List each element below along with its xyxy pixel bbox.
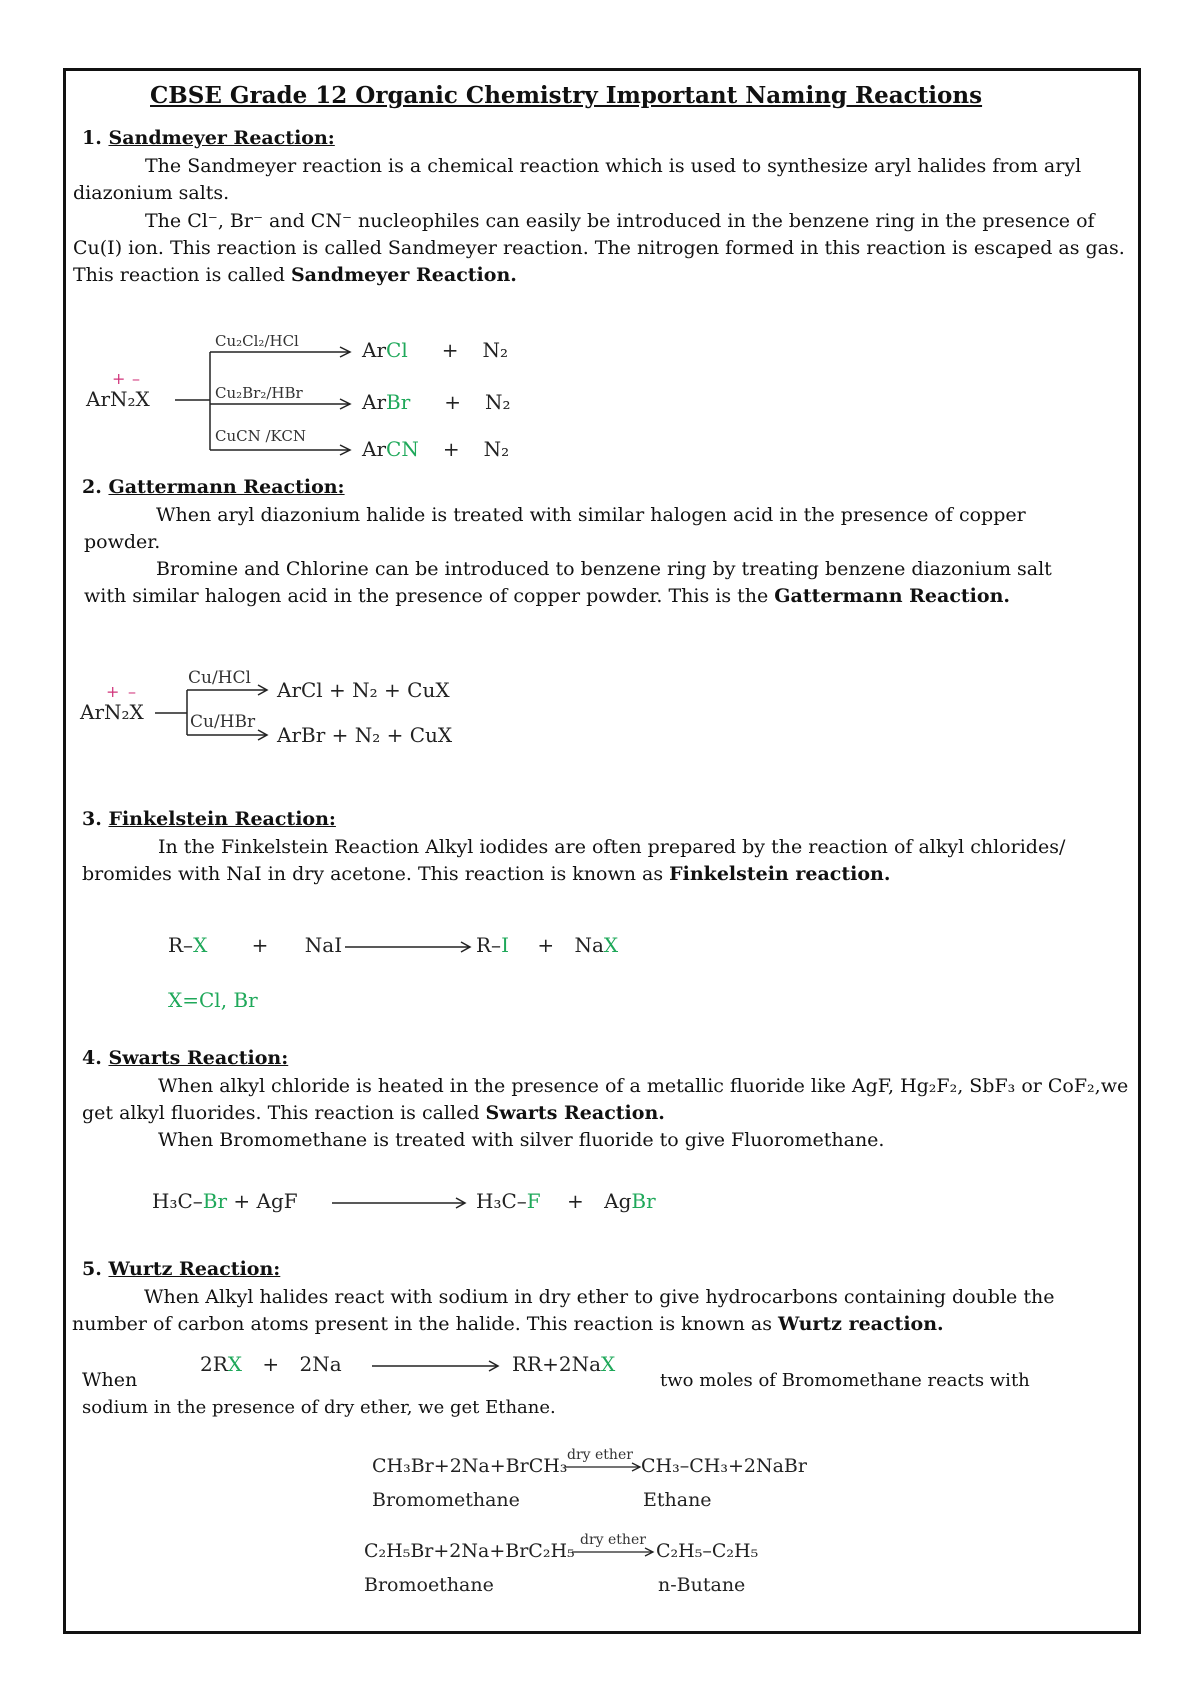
gattermann-product-2: ArBr + N₂ + CuX	[277, 723, 453, 747]
para-text: Bromine and Chlorine can be introduced to benzene ring by treating benzene diazonium salt with similar halogen acid in the presence of copper powder. This is the	[84, 558, 1052, 607]
eq-part: X	[227, 1352, 243, 1376]
eq-part: Br	[202, 1189, 228, 1213]
eq-part: RR+2Na	[512, 1352, 602, 1376]
page-title: CBSE Grade 12 Organic Chemistry Important Naming Reactions	[150, 82, 983, 109]
gattermann-para-1: When aryl diazonium halide is treated with similar halogen acid in the presence of copper powder.	[84, 504, 1026, 553]
wurtz-example-2-product-name: n-Butane	[658, 1574, 746, 1596]
para-bold-text: Finkelstein reaction.	[669, 863, 891, 885]
eq-part: R–	[476, 933, 502, 957]
plus-sign: +	[567, 1189, 584, 1213]
eq-part: Ag	[604, 1189, 632, 1213]
para-bold-text: Gattermann Reaction.	[774, 585, 1010, 607]
eq-part: X	[601, 1352, 616, 1376]
wurtz-example-2-condition: dry ether	[580, 1532, 646, 1548]
wurtz-example-1-reactants: CH₃Br+2Na+BrCH₃	[372, 1455, 568, 1477]
section-number: 4.	[82, 1047, 102, 1069]
wurtz-example-1-products: CH₃–CH₃+2NaBr	[641, 1455, 807, 1477]
wurtz-para-2-line2: sodium in the presence of dry ether, we get Ethane.	[82, 1397, 556, 1418]
plus-sign: +	[251, 933, 269, 957]
eq-part: X	[603, 933, 619, 957]
plus-sign: +	[441, 338, 459, 362]
eq-part: NaI	[304, 933, 343, 957]
wurtz-example-2-reactants: C₂H₅Br+2Na+BrC₂H₅	[364, 1540, 575, 1562]
eq-part: 2Na	[299, 1352, 342, 1376]
gattermann-reagent-1: Cu/HCl	[188, 668, 251, 688]
byproduct: N₂	[485, 390, 511, 414]
sandmeyer-para-1: The Sandmeyer reaction is a chemical reaction which is used to synthesize aryl halides from aryl diazonium salts.	[73, 155, 1082, 204]
para-bold-text: Sandmeyer Reaction.	[290, 264, 517, 286]
sandmeyer-reagent-2: Cu₂Br₂/HBr	[215, 384, 303, 402]
product-x: CN	[386, 437, 419, 461]
byproduct: N₂	[482, 338, 509, 362]
eq-part: Na	[574, 933, 604, 957]
eq-part: H₃C–	[476, 1189, 527, 1213]
gattermann-reagent-2: Cu/HBr	[190, 712, 256, 732]
eq-part: 2R	[200, 1352, 228, 1376]
eq-part: Br	[631, 1189, 656, 1213]
wurtz-example-1-condition: dry ether	[567, 1447, 633, 1463]
eq-part: X	[193, 933, 208, 957]
swarts-para-2: When Bromomethane is treated with silver fluoride to give Fluoromethane.	[158, 1129, 885, 1151]
product-x: Br	[386, 390, 411, 414]
gattermann-product-1: ArCl + N₂ + CuX	[277, 678, 450, 702]
sandmeyer-reagent-3: CuCN /KCN	[215, 427, 306, 445]
wurtz-when: When	[82, 1369, 138, 1391]
para-text: The Cl⁻, Br⁻ and CN⁻ nucleophiles can easily be introduced in the benzene ring in the presence of Cu(I) ion. This reaction is called Sandmeyer reaction. The nitrogen formed in this reaction is escaped as gas. This reaction is called	[73, 210, 1125, 286]
plus-sign: +	[262, 1352, 280, 1376]
eq-part: + AgF	[227, 1189, 298, 1213]
section-name: Swarts Reaction:	[108, 1047, 289, 1069]
eq-part: H₃C–	[152, 1189, 203, 1213]
section-name: Sandmeyer Reaction:	[108, 127, 335, 149]
eq-part: F	[526, 1189, 541, 1213]
plus-sign: +	[444, 390, 462, 414]
product-ar: Ar	[362, 338, 387, 362]
byproduct: N₂	[483, 437, 510, 461]
reactant-formula: ArN₂X	[86, 387, 150, 411]
sandmeyer-reagent-1: Cu₂Cl₂/HCl	[215, 332, 299, 350]
section-number: 3.	[82, 808, 102, 830]
wurtz-example-1-product-name: Ethane	[643, 1489, 712, 1511]
para-bold-text: Swarts Reaction.	[485, 1102, 665, 1124]
eq-part: I	[501, 933, 509, 957]
section-name: Gattermann Reaction:	[108, 476, 345, 498]
product-x: Cl	[386, 338, 408, 362]
section-number: 1.	[82, 127, 102, 149]
para-text: When alkyl chloride is heated in the presence of a metallic fluoride like AgF, Hg₂F₂, SbF₃ or CoF₂,we get alkyl fluorides. This reaction is called	[82, 1075, 1129, 1124]
section-name: Wurtz Reaction:	[108, 1258, 281, 1280]
wurtz-example-1-reactant-name: Bromomethane	[372, 1489, 520, 1511]
section-number: 2.	[82, 476, 102, 498]
para-text: In the Finkelstein Reaction Alkyl iodides are often prepared by the reaction of alkyl chlorides/ bromides with NaI in dry acetone. This reaction is known as	[82, 836, 1066, 885]
plus-sign: +	[537, 933, 555, 957]
wurtz-example-2-reactant-name: Bromoethane	[364, 1574, 494, 1596]
eq-part: R–	[168, 933, 194, 957]
wurtz-example-2-products: C₂H₅–C₂H₅	[656, 1540, 759, 1562]
section-number: 5.	[82, 1258, 102, 1280]
para-text: When Alkyl halides react with sodium in dry ether to give hydrocarbons containing double the number of carbon atoms present in the halide. This reaction is known as	[72, 1286, 1055, 1335]
section-name: Finkelstein Reaction:	[108, 808, 336, 830]
finkelstein-note: X=Cl, Br	[168, 988, 258, 1012]
wurtz-para-2-right: two moles of Bromomethane reacts with	[660, 1370, 1030, 1391]
product-ar: Ar	[362, 437, 387, 461]
gattermann-reactant: + – ArN₂X	[80, 682, 144, 724]
product-ar: Ar	[362, 390, 387, 414]
reactant-formula: ArN₂X	[80, 700, 144, 724]
sandmeyer-reactant: + – ArN₂X	[86, 369, 150, 411]
plus-sign: +	[442, 437, 460, 461]
para-bold-text: Wurtz reaction.	[778, 1313, 944, 1335]
